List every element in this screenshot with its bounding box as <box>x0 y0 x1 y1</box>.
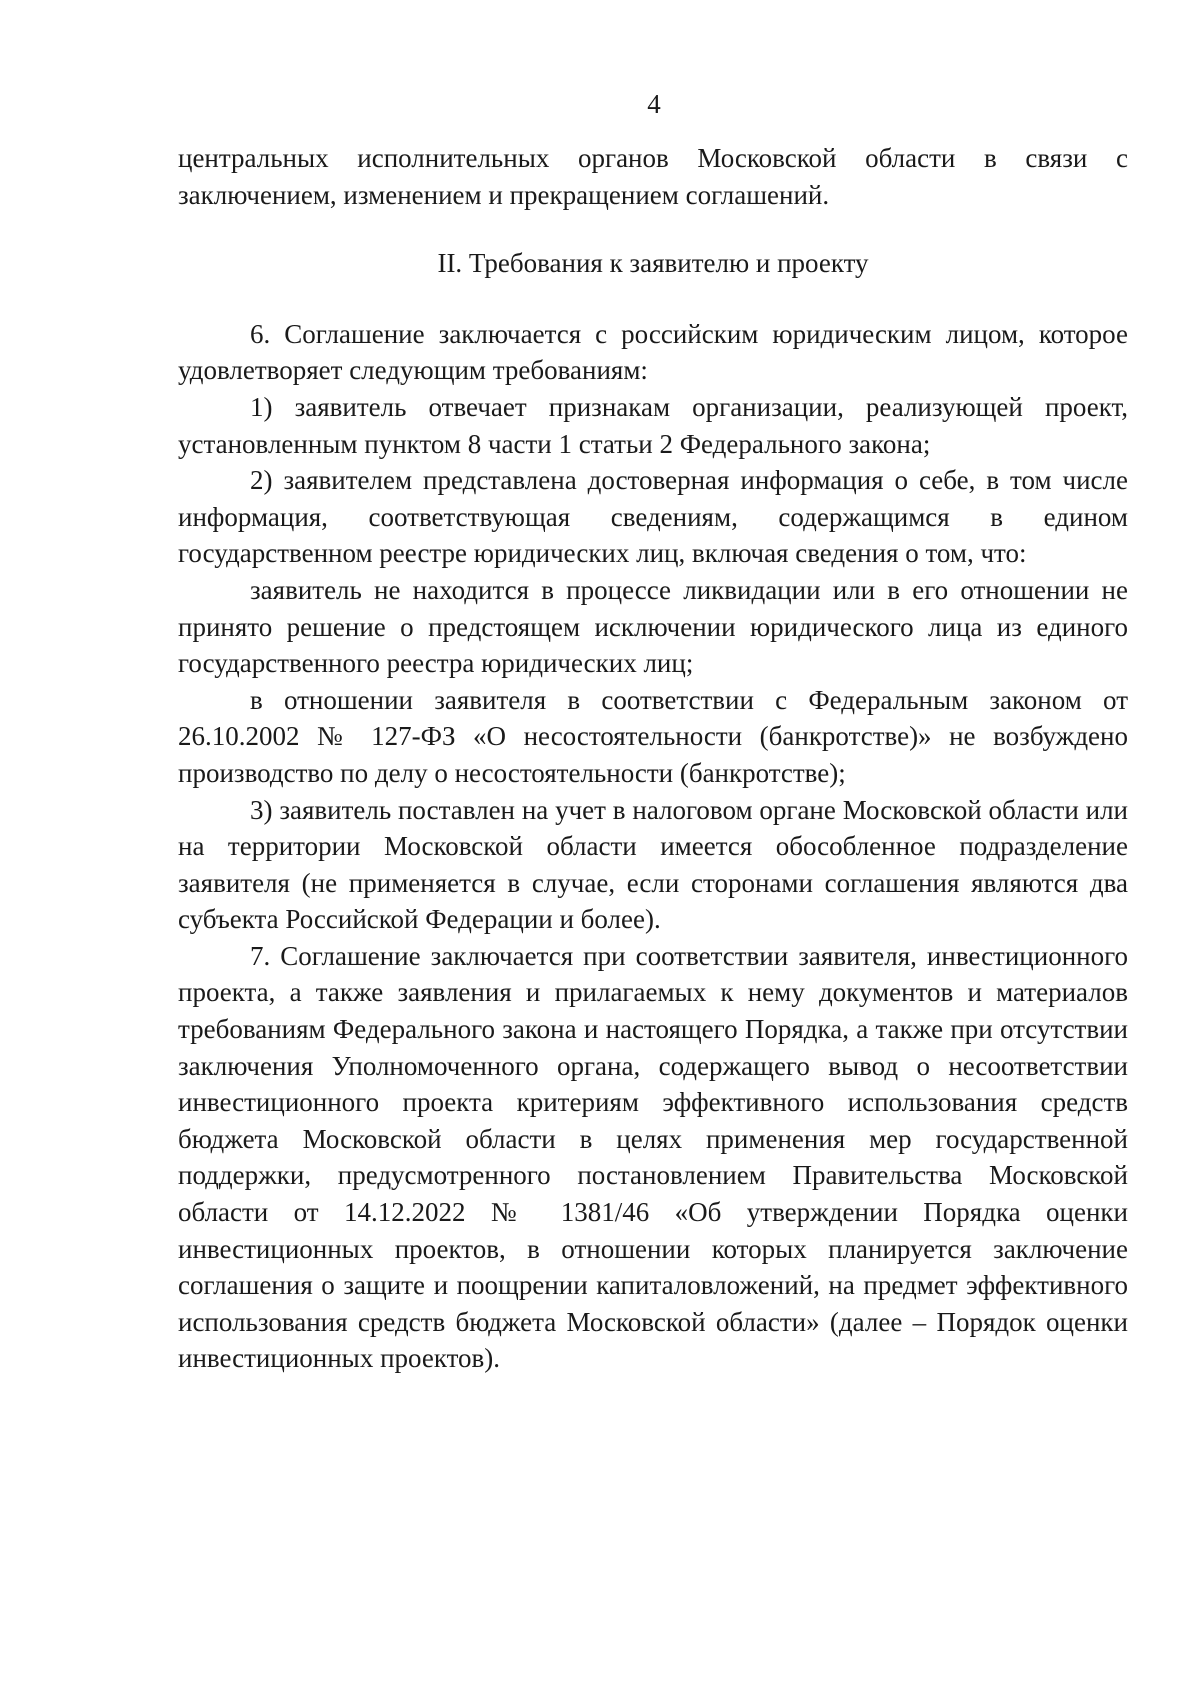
section-heading: II. Требования к заявителю и проекту <box>437 248 869 279</box>
paragraph-6-item-1: 1) заявитель отвечает признакам организации, реализующей проект, установленным пунктом 8 части 1 статьи 2 Федерального закона; <box>178 391 1128 459</box>
paragraph-6-item-2: 2) заявителем представлена достоверная информация о себе, в том числе информация, соответствующая сведениям, содержащимся в едином государственном реестре юридических лиц, включая сведения о том, что: <box>178 465 1128 569</box>
paragraph-6-item-2-liquidation: заявитель не находится в процессе ликвидации или в его отношении не принято решение о предстоящем исключении юридического лица из единого государственного реестра юридических лиц; <box>178 574 1128 679</box>
paragraph-6: 6. Соглашение заключается с российским юридическим лицом, которое удовлетворяет следующим требованиям: <box>178 318 1128 386</box>
paragraph-6-item-3: 3) заявитель поставлен на учет в налоговом органе Московской области или на территории Московской области имеется обособленное подразделение заявителя (не применяется в случае, если сторонами соглашения являются два субъекта Российской Федерации и более). <box>178 794 1128 935</box>
paragraph-continuation: центральных исполнительных органов Московской области в связи с заключением, изменением и прекращением соглашений. <box>178 143 1128 210</box>
page-number: 4 <box>647 89 661 119</box>
paragraph-6-item-2-bankruptcy: в отношении заявителя в соответствии с Федеральным законом от 26.10.2002 № 127-ФЗ «О несостоятельности (банкротстве)» не возбуждено производство по делу о несостоятельности (банкротстве); <box>178 684 1128 788</box>
paragraph-7: 7. Соглашение заключается при соответствии заявителя, инвестиционного проекта, а также заявления и прилагаемых к нему документов и материалов требованиям Федерального закона и настоящего Порядка, а также при отсутствии заключения Уполномоченного органа, содержащего вывод о несоответствии инвестиционного проекта критериям эффективного использования средств бюджета Московской области в целях применения мер государственной поддержки, предусмотренного постановлением Правительства Московской области от 14.12.2022 № 1381/46 «Об утверждении Порядка оценки инвестиционных проектов, в отношении которых планируется заключение соглашения о защите и поощрении капиталовложений, на предмет эффективного использования средств бюджета Московской области» (далее – Порядок оценки инвестиционных проектов). <box>178 940 1128 1374</box>
document-body <box>178 140 1128 1377</box>
